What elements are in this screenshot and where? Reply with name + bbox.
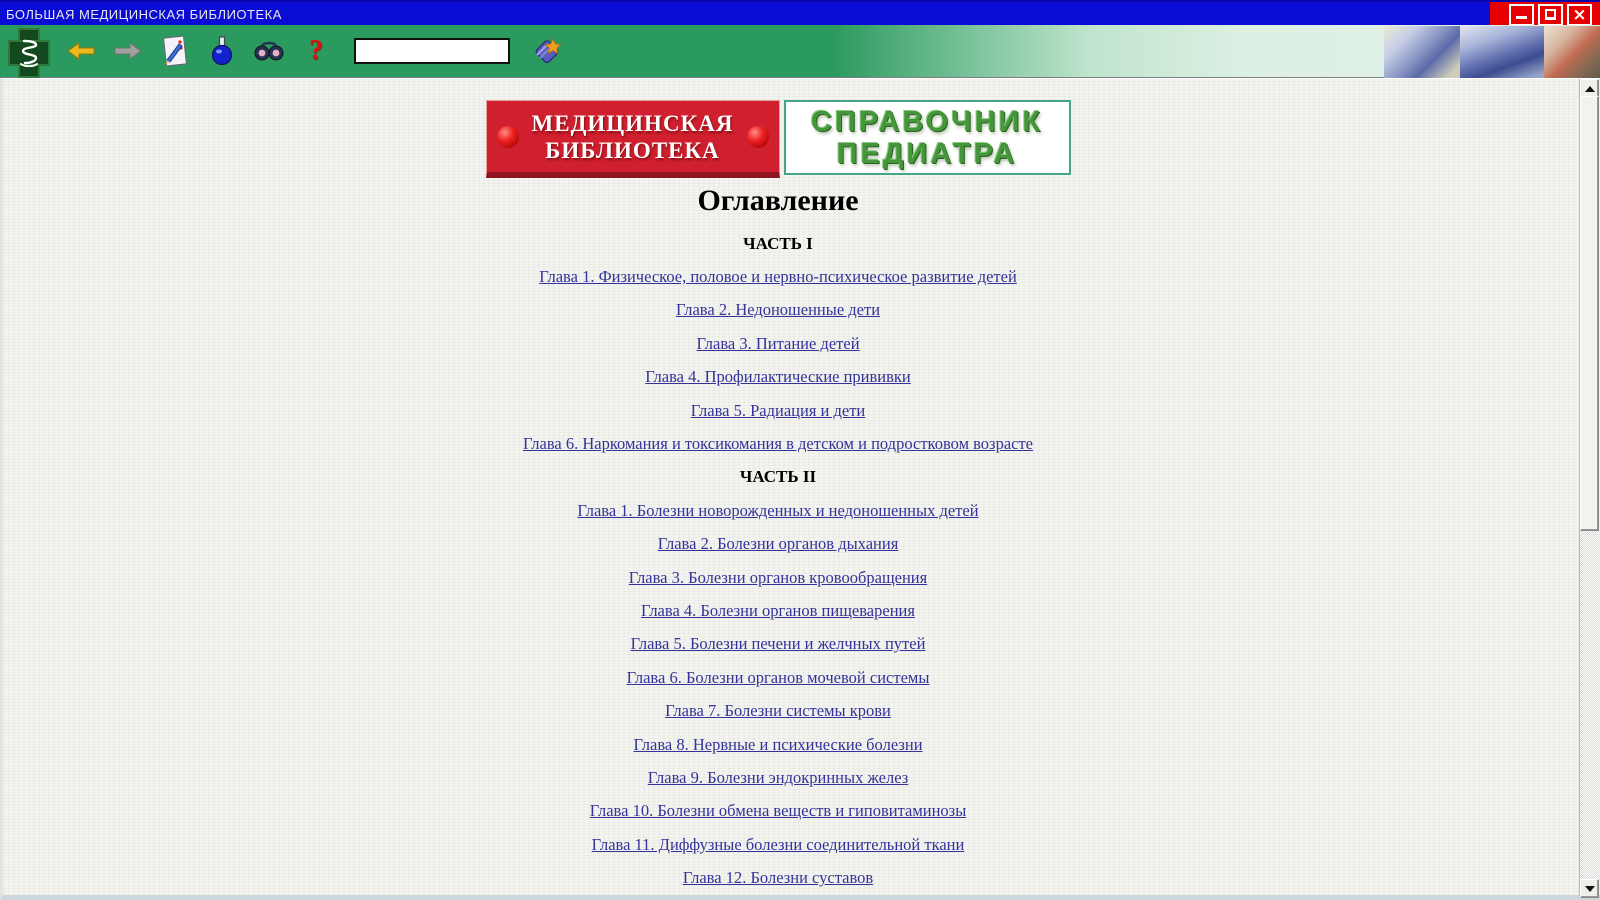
search-input[interactable]	[354, 38, 510, 64]
toc-row	[3, 528, 1553, 561]
banner-line: МЕДИЦИНСКАЯ	[531, 110, 734, 136]
banner-line: БИБЛИОТЕКА	[545, 137, 720, 163]
binoculars-icon	[254, 40, 284, 62]
arrow-down-icon	[1585, 886, 1595, 892]
chapter-link[interactable]: Глава 2. Недоношенные дети	[675, 300, 881, 320]
page-title: Оглавление	[697, 184, 859, 217]
part-2-heading: ЧАСТЬ II	[739, 467, 817, 487]
minimize-icon	[1516, 16, 1527, 19]
medical-library-banner[interactable]	[486, 100, 780, 178]
minimize-button[interactable]	[1509, 4, 1534, 26]
toc-row	[3, 828, 1553, 861]
toc-row	[3, 394, 1553, 427]
chapter-link[interactable]: Глава 3. Болезни органов кровообращения	[628, 567, 928, 587]
table-of-contents	[3, 183, 1553, 895]
back-button[interactable]	[64, 34, 98, 68]
toc-row	[3, 761, 1553, 794]
chapter-link[interactable]: Глава 5. Радиация и дети	[690, 400, 866, 420]
toc-row	[3, 694, 1553, 727]
toc-row	[3, 361, 1553, 394]
chapter-link[interactable]: Глава 4. Профилактические прививки	[645, 367, 911, 387]
toc-row	[3, 661, 1553, 694]
toc-row	[3, 861, 1553, 894]
handbook-banner-text	[811, 106, 1043, 170]
red-ball-icon	[497, 126, 519, 148]
chapter-link[interactable]: Глава 1. Физическое, половое и нервно-психическое развитие детей	[539, 267, 1017, 287]
medical-library-banner-text	[532, 110, 734, 164]
snake-bowl-icon	[17, 39, 41, 67]
chapter-link[interactable]: Глава 6. Болезни органов мочевой системы	[626, 667, 930, 687]
toolbar-photos	[1384, 26, 1600, 78]
help-icon: ?	[309, 35, 323, 66]
chapter-link[interactable]: Глава 10. Болезни обмена веществ и гиповитаминозы	[589, 801, 967, 821]
restore-button[interactable]	[1538, 4, 1563, 26]
window-controls	[1490, 2, 1600, 27]
chapter-link[interactable]: Глава 1. Болезни новорожденных и недоношенных детей	[577, 500, 979, 520]
help-button[interactable]	[299, 34, 333, 68]
book-icon	[531, 35, 563, 67]
chapter-link[interactable]: Глава 2. Болезни органов дыхания	[657, 534, 899, 554]
chapter-link[interactable]: Глава 11. Диффузные болезни соединительной ткани	[591, 834, 965, 854]
handbook-banner	[784, 100, 1071, 175]
content-area	[0, 78, 1600, 900]
vertical-scrollbar[interactable]	[1579, 79, 1598, 896]
restore-icon	[1545, 10, 1556, 19]
toolbar	[0, 25, 1600, 78]
photo-surgeon	[1460, 26, 1544, 78]
part-1-heading: ЧАСТЬ I	[743, 233, 813, 253]
chapter-link[interactable]: Глава 6. Наркомания и токсикомания в детском и подростковом возрасте	[522, 434, 1034, 454]
header-banners	[3, 100, 1553, 178]
scrollbar-thumb[interactable]	[1580, 96, 1599, 531]
arrow-up-icon	[1585, 86, 1595, 92]
chapter-link[interactable]: Глава 9. Болезни эндокринных желез	[647, 767, 909, 787]
banner-line: ПЕДИАТРА	[836, 137, 1018, 170]
chapter-link[interactable]: Глава 12. Болезни суставов	[682, 868, 874, 888]
scroll-down-button[interactable]	[1580, 879, 1599, 898]
window-title: БОЛЬШАЯ МЕДИЦИНСКАЯ БИБЛИОТЕКА	[6, 7, 282, 22]
toc-row	[3, 260, 1553, 293]
chapter-link[interactable]: Глава 7. Болезни системы крови	[665, 701, 891, 721]
book-button[interactable]	[530, 34, 564, 68]
title-bar	[0, 0, 1600, 27]
chapter-link[interactable]: Глава 5. Болезни печени и желчных путей	[630, 634, 926, 654]
photo-nurse-child	[1384, 26, 1460, 78]
chapter-link[interactable]: Глава 3. Питание детей	[696, 333, 860, 353]
forward-arrow-icon	[114, 42, 142, 60]
close-icon: ×	[1572, 4, 1587, 25]
forward-button[interactable]	[111, 34, 145, 68]
red-ball-icon	[747, 126, 769, 148]
chapter-link[interactable]: Глава 4. Болезни органов пищеварения	[641, 600, 915, 620]
chapter-link[interactable]: Глава 8. Нервные и психические болезни	[633, 734, 923, 754]
toc-row	[3, 561, 1553, 594]
banner-line: СПРАВОЧНИК	[810, 105, 1044, 138]
toc-row	[3, 728, 1553, 761]
notepad-pencil-icon	[162, 36, 188, 66]
toc-row	[3, 795, 1553, 828]
flask-button[interactable]	[205, 34, 239, 68]
toc-row	[3, 427, 1553, 460]
medical-cross-logo-button[interactable]	[8, 28, 50, 78]
toc-row	[3, 294, 1553, 327]
notes-button[interactable]	[158, 34, 192, 68]
toc-row	[3, 327, 1553, 360]
toc-row	[3, 594, 1553, 627]
binoculars-button[interactable]	[252, 34, 286, 68]
flask-icon	[210, 36, 234, 66]
close-button[interactable]	[1567, 4, 1592, 26]
back-arrow-icon	[67, 42, 95, 60]
photo-ambulance	[1544, 26, 1600, 78]
toc-row	[3, 628, 1553, 661]
toc-row	[3, 494, 1553, 527]
